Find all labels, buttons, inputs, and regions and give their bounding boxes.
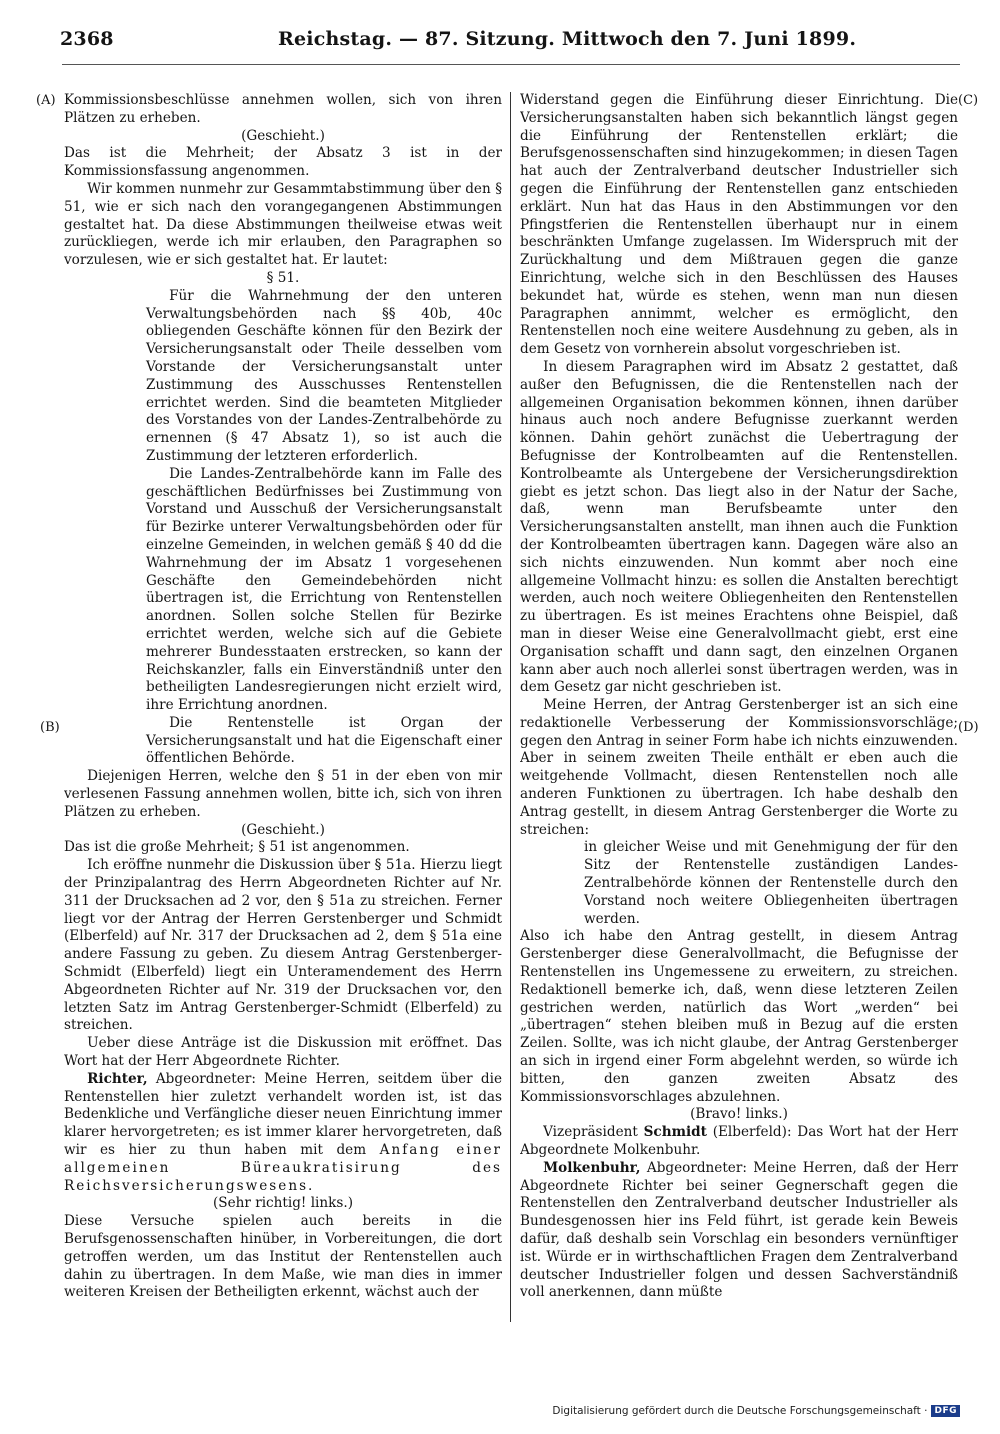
paragraph: Diejenigen Herren, welche den § 51 in der eben von mir verlesenen Fassung annehmen wollen, bitte ich, sich von ihren Plätzen zu erheben. — [64, 768, 502, 820]
header-rule — [62, 64, 960, 65]
paragraph — [520, 1124, 958, 1160]
paragraph: (Bravo! links.) — [690, 1106, 788, 1123]
paragraph: in gleicher Weise und mit Genehmigung der für den Sitz der Rentenstelle zuständigen Landes-Zentralbehörde können der Rentenstelle durch den Vorstand noch weitere Obliegenheiten übertragen werden. — [584, 839, 958, 927]
paragraph: In diesem Paragraphen wird im Absatz 2 gestattet, daß außer den Befugnissen, die die Rentenstellen nach der allgemeinen Organisation bekommen können, ihnen darüber hinaus auch noch andere Befugnisse zuerkannt werden können. Dahin gehört zunächst die Uebertragung der Befugnisse der Kontrolbeamten auf die Rentenstellen. Kontrolbeamte als Untergebene der Versicherungsdirektion giebt es jetzt schon. Das liegt also in der Natur der Sache, daß, wenn man Berufsbeamte unter den Versicherungsanstalten anstellt, man ihnen auch die Funktion der Kontrolbeamten übertragen kann. Dagegen wäre also an sich nichts einzuwenden. Nun kommt aber noch eine allgemeine Vollmacht hinzu: es sollen die Anstalten berechtigt werden, auch noch weitere Obliegenheiten den Rentenstellen zu übertragen. Es ist meines Erachtens ohne Beispiel, daß man in dieser Weise eine Generalvollmacht giebt, erst eine Organisation schafft und dann sagt, den einzelnen Organen kann aber auch noch allerlei sonst übertragen werden, was in dem Gesetz gar nicht geschrieben ist. — [520, 358, 958, 696]
margin-marker-d: (D) — [958, 720, 979, 735]
paragraph: Widerstand gegen die Einführung dieser Einrichtung. Die Versicherungsanstalten haben sich bekanntlich längst gegen die Einführung der Rentenstellen erklärt; die Berufsgenossenschaften sind hinzugekommen; in diesen Tagen hat auch der Zentralverband deutscher Industrieller sich gegen die Einführung der Rentenstellen ganz entschieden erklärt. Nun hat das Haus in den Abstimmungen vor den Pfingstferien die Rentenstellen überhaupt nur in einem beschränkten Umfange zugelassen. Im Widerspruch mit der Zurückhaltung und dem Mißtrauen gegen die ganze Einrichtung, welche sich in den Beschlüssen des Hauses bekundet hat, würde es stehen, wenn man nun diesen Paragraphen annimmt, welcher es ermöglicht, den Rentenstellen noch eine weitere Ausdehnung zu geben, als in dem Gesetz von vornherein absolut vorgeschrieben ist. — [520, 92, 958, 358]
paragraph: Für die Wahrnehmung der den unteren Verwaltungsbehörden nach §§ 40b, 40c obliegenden Geschäfte können für den Bezirk der Versicherungsanstalt oder Theile desselben vom Vorstande der Versicherungsanstalt unter Zustimmung des Ausschusses Rentenstellen errichtet werden. Sind die beamteten Mitglieder des Vorstandes von der Landes-Zentralbehörde zu ernennen (§ 47 Absatz 1), so ist auch die Zustimmung der letzteren erforderlich. — [146, 287, 502, 464]
margin-marker-a: (A) — [36, 93, 56, 108]
speaker-name: Molkenbuhr, — [543, 1159, 641, 1176]
paragraph: Das ist die Mehrheit; der Absatz 3 ist in der Kommissionsfassung angenommen. — [64, 145, 502, 180]
running-title: Reichstag. — 87. Sitzung. Mittwoch den 7. Juni 1899. — [278, 28, 857, 50]
margin-marker-b: (B) — [40, 720, 60, 735]
emphasized-text: Anfang einer allgemeinen Büreaukratisirung des Reichsversicherungswesens. — [64, 1142, 502, 1194]
paragraph: (Geschieht.) — [241, 821, 325, 838]
page-header — [40, 18, 960, 56]
paragraph: Wir kommen nunmehr zur Gesammtabstimmung über den § 51, wie er sich nach den vorangegangenen Abstimmungen gestaltet hat. Da diese Abstimmungen theilweise etwas weit zurückliegen, werde ich mir erlauben, den Paragraphen so vorzulesen, wie er sich gestaltet hat. Er lautet: — [64, 180, 502, 269]
paragraph: Also ich habe den Antrag gestellt, in diesem Antrag Gerstenberger diese Generalvollmacht, die Befugnisse der Rentenstellen ins Ungemessene zu erweitern, zu streichen. Redaktionell bemerke ich, daß, wenn diese letzteren Zeilen gestrichen werden, natürlich das Wort „werden“ bei „übertragen“ stehen bleiben muß in Bezug auf die ersten Zeilen. Sollte, was ich nicht glaube, der Antrag Gerstenberger an sich in irgend einer Form abgelehnt werden, so würde ich bitten, den ganzen zweiten Absatz des Kommissionsvorschlages abzulehnen. — [520, 928, 958, 1105]
paragraph: (Sehr richtig! links.) — [212, 1195, 354, 1212]
left-column — [64, 92, 502, 1322]
paragraph: Ich eröffne nunmehr die Diskussion über § 51a. Hierzu liegt der Prinzipalantrag des Herrn Abgeordneten Richter auf Nr. 311 der Drucksachen ad 2 vor, den § 51a zu streichen. Ferner liegt vor der Antrag der Herren Gerstenberger und Schmidt (Elberfeld) auf Nr. 317 der Drucksachen ad 2, dem § 51a eine andere Fassung zu geben. Zu diesem Antrag Gerstenberger-Schmidt (Elberfeld) liegt ein Unteramendement des Herrn Abgeordneten Richter auf Nr. 319 der Drucksachen vor, den letzten Satz im Antrag Gerstenberger-Schmidt (Elberfeld) zu streichen. — [64, 857, 502, 1034]
paragraph: Ueber diese Anträge ist die Diskussion mit eröffnet. Das Wort hat der Herr Abgeordnete Richter. — [64, 1035, 502, 1070]
paragraph: Diese Versuche spielen auch bereits in die Berufsgenossenschaften hinüber, in Vorbereitungen, die dort getroffen werden, um das Institut der Rentenstellen auch dahin zu übertragen. In dem Maße, wie man dies in immer weiteren Kreisen der Betheiligten erkennt, wächst auch der — [64, 1213, 502, 1301]
speaker-name: Richter, — [87, 1070, 148, 1087]
paragraph: (Geschieht.) — [241, 127, 325, 144]
paragraph — [64, 1071, 502, 1196]
paragraph-text: Vizepräsident — [543, 1124, 644, 1141]
credit-text: Digitalisierung gefördert durch die Deutsche Forschungsgemeinschaft · — [552, 1405, 928, 1417]
footer-credit — [552, 1405, 960, 1417]
paragraph-text: Abgeordneter: Meine Herren, seitdem über die Rentenstellen hier zuletzt verhandelt worden ist, ist das Bedenkliche und Verfängliche dieser neuen Einrichtung immer klarer hervorgetreten; es ist immer klarer hervorgetreten, daß wir es hier zu thun haben mit dem — [64, 1070, 502, 1159]
paragraph: Kommissionsbeschlüsse annehmen wollen, sich von ihren Plätzen zu erheben. — [64, 92, 502, 126]
paragraph: Meine Herren, der Antrag Gerstenberger ist an sich eine redaktionelle Verbesserung der Kommissionsvorschläge; gegen den Antrag in seiner Form habe ich nichts einzuwenden. Aber in seinem zweiten Theile enthält er eben auch die weitgehende Vollmacht, diesen Rentenstellen noch alle anderen Funktionen zu übertragen. Ich habe deshalb den Antrag gestellt, in diesem Antrag Gerstenberger die Worte zu streichen: — [520, 697, 958, 838]
paragraph — [520, 1160, 958, 1302]
right-column — [520, 92, 958, 1322]
paragraph: § 51. — [266, 269, 300, 286]
margin-marker-c: (C) — [958, 93, 979, 108]
paragraph-text: (Elberfeld): Das Wort hat der Herr Abgeordnete Molkenbuhr. — [520, 1124, 958, 1159]
column-divider — [510, 92, 511, 1322]
dfg-logo: DFG — [931, 1405, 960, 1417]
paragraph: Das ist die große Mehrheit; § 51 ist angenommen. — [64, 839, 410, 856]
speaker-name: Schmidt — [643, 1124, 707, 1141]
paragraph: Die Landes-Zentralbehörde kann im Falle des geschäftlichen Bedürfnisses bei Zustimmung von Vorstand und Ausschuß der Versicherungsanstalt für Bezirke unterer Verwaltungsbehörden oder für einzelne Gemeinden, in welchen gemäß § 40 dd die Wahrnehmung der im Absatz 1 vorgesehenen Geschäfte den Gemeindebehörden nicht übertragen ist, die Errichtung von Rentenstellen anordnen. Sollen solche Stellen für Bezirke errichtet werden, welche sich auf die Gebiete mehrerer Bundesstaaten erstrecken, so kann der Reichskanzler, falls ein Einverständniß unter den betheiligten Landesregierungen nicht erzielt wird, ihre Errichtung anordnen. — [146, 465, 502, 714]
page-number: 2368 — [60, 28, 114, 50]
paragraph-text: Abgeordneter: Meine Herren, daß der Herr Abgeordnete Richter bei seiner Gegnerschaft gegen die Rentenstellen den Zentralverband deutscher Industrieller als Bundesgenossen hier ins Feld führt, ist gerade kein Beweis dafür, daß deshalb sein Vorschlag ein besonders vernünftiger ist. Würde er in wirthschaftlichen Fragen dem Zentralverband deutscher Industrieller folgen und dessen Sachverständniß voll anerkennen, dann müßte — [520, 1159, 958, 1301]
paragraph: Die Rentenstelle ist Organ der Versicherungsanstalt und hat die Eigenschaft einer öffentlichen Behörde. — [146, 714, 502, 767]
